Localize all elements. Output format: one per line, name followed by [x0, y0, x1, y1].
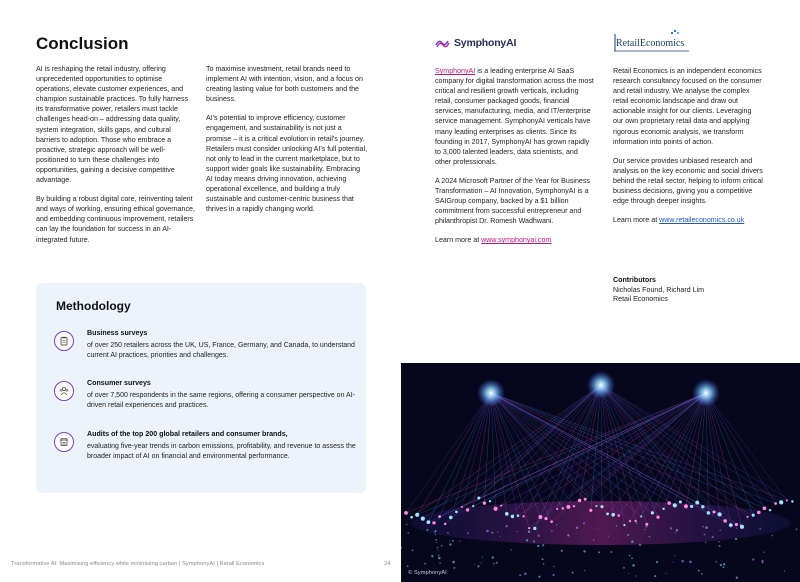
retail-economics-wordmark: RetailEconomics — [616, 38, 685, 49]
clipboard-icon — [54, 331, 74, 351]
methodology-heading: Consumer surveys — [87, 379, 151, 387]
paragraph: To maximise investment, retail brands need to implement AI with intention, vision, and a focus on creating lasting value for both customers and the business. — [206, 65, 363, 104]
contributors-names: Nicholas Found, Richard Lim — [613, 285, 705, 294]
store-icon — [54, 432, 74, 452]
paragraph: AI is reshaping the retail industry, offering unprecedented opportunities to optimise operations, elevate customer experiences, and champion sustainable practices. To fully harness its transformative power, retailers must tackle challenges head-on – addressing data quality, system integration, skills gaps, and cultural barriers to adoption. Those who embrace a proactive, strategic approach will be well-positioned to turn these challenges into opportunities, gaining a decisive competitive advantage. — [36, 65, 189, 185]
symphonyai-about — [435, 66, 595, 255]
learn-more-label: Learn more at — [435, 236, 482, 245]
symphonyai-wave-icon — [435, 38, 451, 48]
retail-economics-website-link[interactable]: www.retaileconomics.co.uk — [659, 216, 745, 225]
symphonyai-wordmark: SymphonyAI — [454, 37, 517, 49]
paragraph: A 2024 Microsoft Partner of the Year for Business Transformation – AI Innovation, SymphonyAI is a SAIGroup company, backed by a $1 billion commitment from successful entrepreneur and philanthropist Dr. Romesh Wadhwani. — [435, 176, 590, 226]
hero-image — [401, 363, 800, 582]
learn-more — [613, 215, 763, 225]
paragraph: By building a robust digital core, reinventing talent and ways of working, ensuring ethical governance, and embedding continuous improvement, retailers can lay the foundation for success in an AI-integrated future. — [36, 195, 195, 244]
contributors-heading: Contributors — [613, 276, 656, 284]
methodology-description: of over 250 retailers across the UK, US, France, Germany, and Canada, to understand current AI practices, priorities and challenges. — [87, 342, 355, 359]
symphonyai-logo — [435, 37, 516, 49]
methodology-heading: Business surveys — [87, 329, 148, 337]
paragraph: Retail Economics is an independent economics research consultancy focused on the consumer and retail industry. We analyse the complex retail economic landscape and draw out actionable insight for our clients. Leveraging our own proprietary retail data and applying rigorous economic analysis, we transform information into points of action. — [613, 67, 762, 146]
footer-text: Transformative AI: Maximising efficiency while minimising carbon | SymphonyAI | Retail Economics — [11, 561, 265, 567]
network-light-graphic — [401, 363, 800, 582]
conclusion-column-left — [36, 64, 196, 254]
paragraph: Our service provides unbiased research and analysis on the key economic and social drivers behind the retail sector, helping to inform critical business decisions, giving you a competitive edge through deeper insights. — [613, 156, 763, 206]
paragraph: AI's potential to improve efficiency, customer engagement, and sustainability is not just a promise – it is a critical evolution in retail's journey. Retailers must consider unlocking AI's full potential, not only to lead in the current marketplace, but to support wider goals like sustainability. Embracing AI today means driving innovation, achieving operational excellence, and building a truly sustainable and customer-centric business that thrives in a rapidly changing world. — [206, 114, 368, 214]
methodology-heading: Audits of the top 200 global retailers and consumer brands, — [87, 430, 288, 438]
learn-more-label: Learn more at — [613, 216, 660, 225]
methodology-description: evaluating five-year trends in carbon emissions, profitability, and revenue to assess the broader impact of AI on financial and environmental performance. — [87, 443, 356, 460]
learn-more — [435, 235, 595, 245]
retail-economics-logo — [613, 30, 693, 52]
contributors — [613, 276, 704, 305]
page-number: 24 — [384, 561, 391, 567]
contributors-org: Retail Economics — [613, 295, 668, 304]
conclusion-column-right — [206, 64, 368, 223]
methodology-description: of over 7,500 respondents in the same regions, offering a consumer perspective on AI-driven retail experiences and practices. — [87, 392, 355, 409]
people-icon — [54, 381, 74, 401]
image-credit: © SymphonyAI — [408, 570, 447, 576]
retail-economics-about — [613, 66, 763, 234]
paragraph — [435, 66, 595, 167]
page-title: Conclusion — [36, 34, 129, 53]
methodology-title: Methodology — [56, 299, 131, 313]
symphonyai-link[interactable]: SymphonyAI — [435, 67, 476, 75]
symphonyai-website-link[interactable]: www.symphonyai.com — [481, 236, 552, 245]
paragraph-text: is a leading enterprise AI SaaS company for digital transformation across the most critical and resilient growth verticals, including retail, consumer packaged goods, financial services, manufacturing, media, and IT/enterprise service management. SymphonyAI verticals have many leading enterprises as clients. Since its founding in 2017, SymphonyAI has grown rapidly to 3,000 talented leaders, data scientists, and other professionals. — [435, 67, 594, 166]
methodology-panel — [36, 283, 366, 493]
